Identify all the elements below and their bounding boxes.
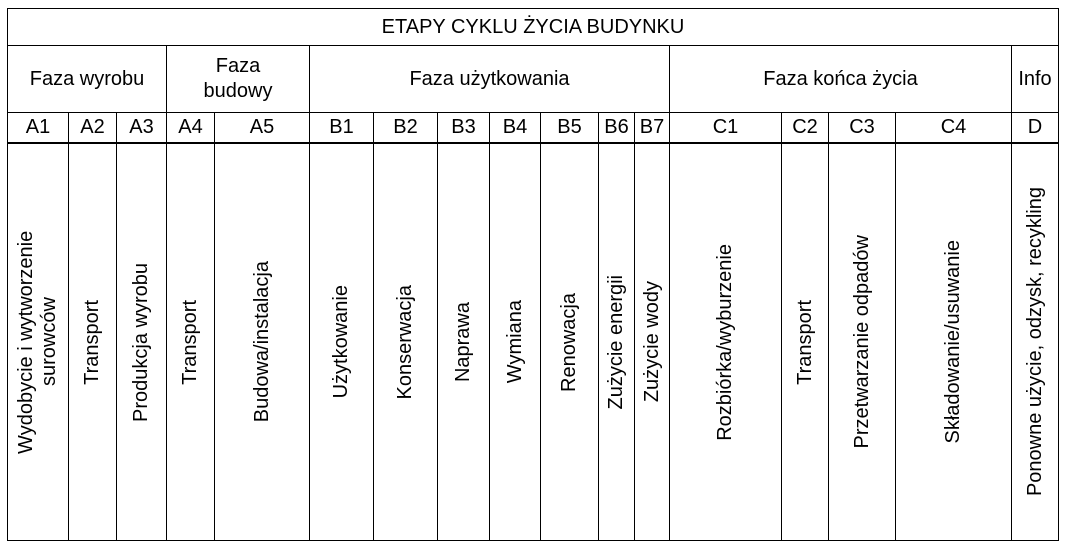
stage-cell-b7 — [635, 143, 670, 541]
stage-label: Konserwacja — [394, 284, 416, 400]
stage-cell-b1 — [310, 143, 374, 541]
stage-label: Ponowne użycie, odzysk, recykling — [1023, 187, 1046, 497]
stage-cell-c3 — [829, 143, 896, 541]
module-code-b3: B3 — [438, 113, 490, 144]
table-title: ETAPY CYKLU ŻYCIA BUDYNKU — [8, 9, 1059, 46]
stage-label: Transport — [179, 299, 201, 385]
module-code-b2: B2 — [374, 113, 438, 144]
stage-cell-b5 — [541, 143, 599, 541]
stage-cell-c1 — [670, 143, 782, 541]
phase-info: Info — [1012, 46, 1059, 113]
stage-cell-b2 — [374, 143, 438, 541]
phase-end-of-life: Faza końca życia — [670, 46, 1012, 113]
module-code-a2: A2 — [69, 113, 117, 144]
stage-cell-b3 — [438, 143, 490, 541]
stage-cell-b4 — [490, 143, 541, 541]
stage-label: Budowa/instalacja — [250, 261, 273, 423]
module-code-a5: A5 — [215, 113, 310, 144]
lifecycle-table — [7, 8, 1059, 541]
stage-label: Wydobycie i wytworzenie surowców — [15, 230, 60, 454]
module-code-b7: B7 — [635, 113, 670, 144]
module-code-b1: B1 — [310, 113, 374, 144]
stage-cell-a3 — [117, 143, 167, 541]
stage-label: Transport — [793, 299, 816, 385]
stage-label: Rozbiórka/wyburzenie — [714, 243, 736, 441]
phase-construction: Faza budowy — [167, 46, 310, 113]
module-code-b4: B4 — [490, 113, 541, 144]
module-code-a4: A4 — [167, 113, 215, 144]
stage-label: Renowacja — [558, 292, 580, 392]
stage-cell-a5 — [215, 143, 310, 541]
module-code-b6: B6 — [599, 113, 635, 144]
module-code-c2: C2 — [782, 113, 829, 144]
module-code-a3: A3 — [117, 113, 167, 144]
stage-label: Wymiana — [503, 300, 526, 384]
stage-cell-c2 — [782, 143, 829, 541]
stage-label: Naprawa — [452, 301, 474, 383]
stage-label: Składowanie/usuwanie — [942, 240, 964, 444]
stage-cell-b6 — [599, 143, 635, 541]
stage-cell-a2 — [69, 143, 117, 541]
phase-production: Faza wyrobu — [8, 46, 167, 113]
stage-cell-c4 — [896, 143, 1012, 541]
module-code-b5: B5 — [541, 113, 599, 144]
module-code-d: D — [1012, 113, 1059, 144]
stage-label: Produkcja wyrobu — [130, 262, 152, 422]
phase-use: Faza użytkowania — [310, 46, 670, 113]
stage-label: Zużycie wody — [640, 281, 663, 403]
stage-label: Transport — [81, 299, 103, 385]
stage-label: Użytkowanie — [330, 285, 352, 399]
module-code-c4: C4 — [896, 113, 1012, 144]
stage-cell-d — [1012, 143, 1059, 541]
stage-cell-a4 — [167, 143, 215, 541]
module-code-c3: C3 — [829, 113, 896, 144]
module-code-c1: C1 — [670, 113, 782, 144]
stage-label: Przetwarzanie odpadów — [850, 235, 873, 449]
stage-label: Zużycie energii — [605, 274, 627, 410]
module-code-a1: A1 — [8, 113, 69, 144]
stage-cell-a1 — [8, 143, 69, 541]
